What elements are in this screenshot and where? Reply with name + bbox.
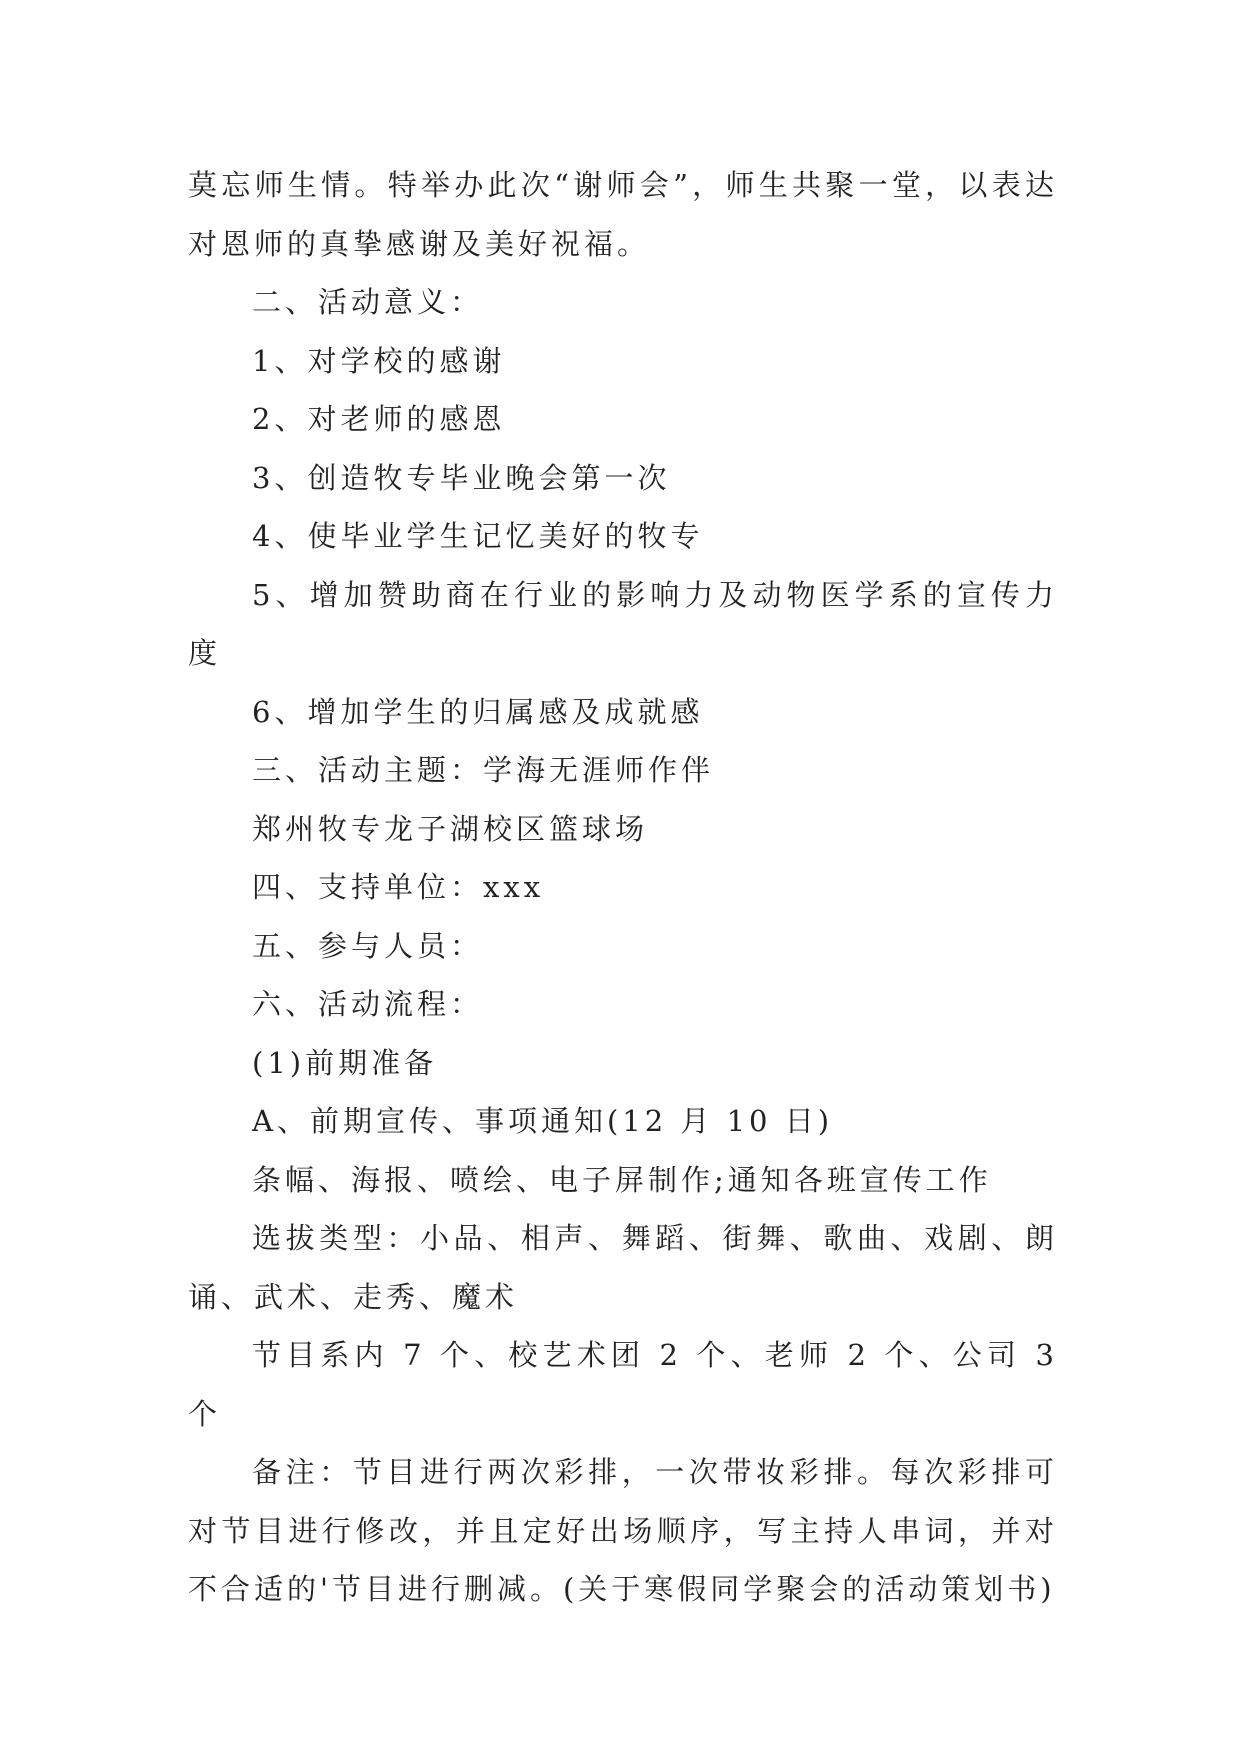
list-item: 3、创造牧专毕业晚会第一次 (252, 460, 671, 495)
paragraph-intro: 莫忘师生情。特举办此次“谢师会”，师生共聚一堂，以表达对恩师的真挚感谢及美好祝福。 (188, 168, 1058, 261)
heading-activity-process: 六、活动流程： (252, 987, 484, 1021)
heading-participants: 五、参与人员： (252, 928, 484, 963)
heading-support-unit: 四、支持单位：xxx (252, 870, 545, 904)
document-body (188, 156, 1058, 1619)
paragraph-selection-types: 选拔类型：小品、相声、舞蹈、街舞、歌曲、戏剧、朗诵、武术、走秀、魔术 (188, 1221, 1058, 1314)
heading-activity-theme: 三、活动主题：学海无涯师作伴 (252, 753, 715, 787)
list-item: 4、使毕业学生记忆美好的牧专 (252, 519, 704, 553)
list-item: 5、增加赞助商在行业的影响力及动物医学系的宣传力度 (188, 577, 1058, 670)
heading-activity-significance: 二、活动意义： (252, 285, 484, 319)
paragraph-program-counts: 节目系内 7 个、校艺术团 2 个、老师 2 个、公司 3 个 (188, 1338, 1058, 1431)
list-item: 1、对学校的感谢 (252, 343, 506, 378)
list-item: 2、对老师的感恩 (252, 402, 506, 436)
paragraph-venue: 郑州牧专龙子湖校区篮球场 (252, 811, 649, 846)
subheading-preparation: (1)前期准备 (252, 1045, 438, 1080)
paragraph-remarks: 备注：节目进行两次彩排，一次带妆彩排。每次彩排可对节目进行修改，并且定好出场顺序，写主持人串词，并对不合适的'节目进行删减。(关于寒假同学聚会的活动策划书) (188, 1455, 1058, 1606)
paragraph-publicity-items: 条幅、海报、喷绘、电子屏制作;通知各班宣传工作 (252, 1162, 992, 1197)
list-item: 6、增加学生的归属感及成就感 (252, 694, 704, 729)
subheading-publicity: A、前期宣传、事项通知(12 月 10 日) (252, 1104, 834, 1138)
